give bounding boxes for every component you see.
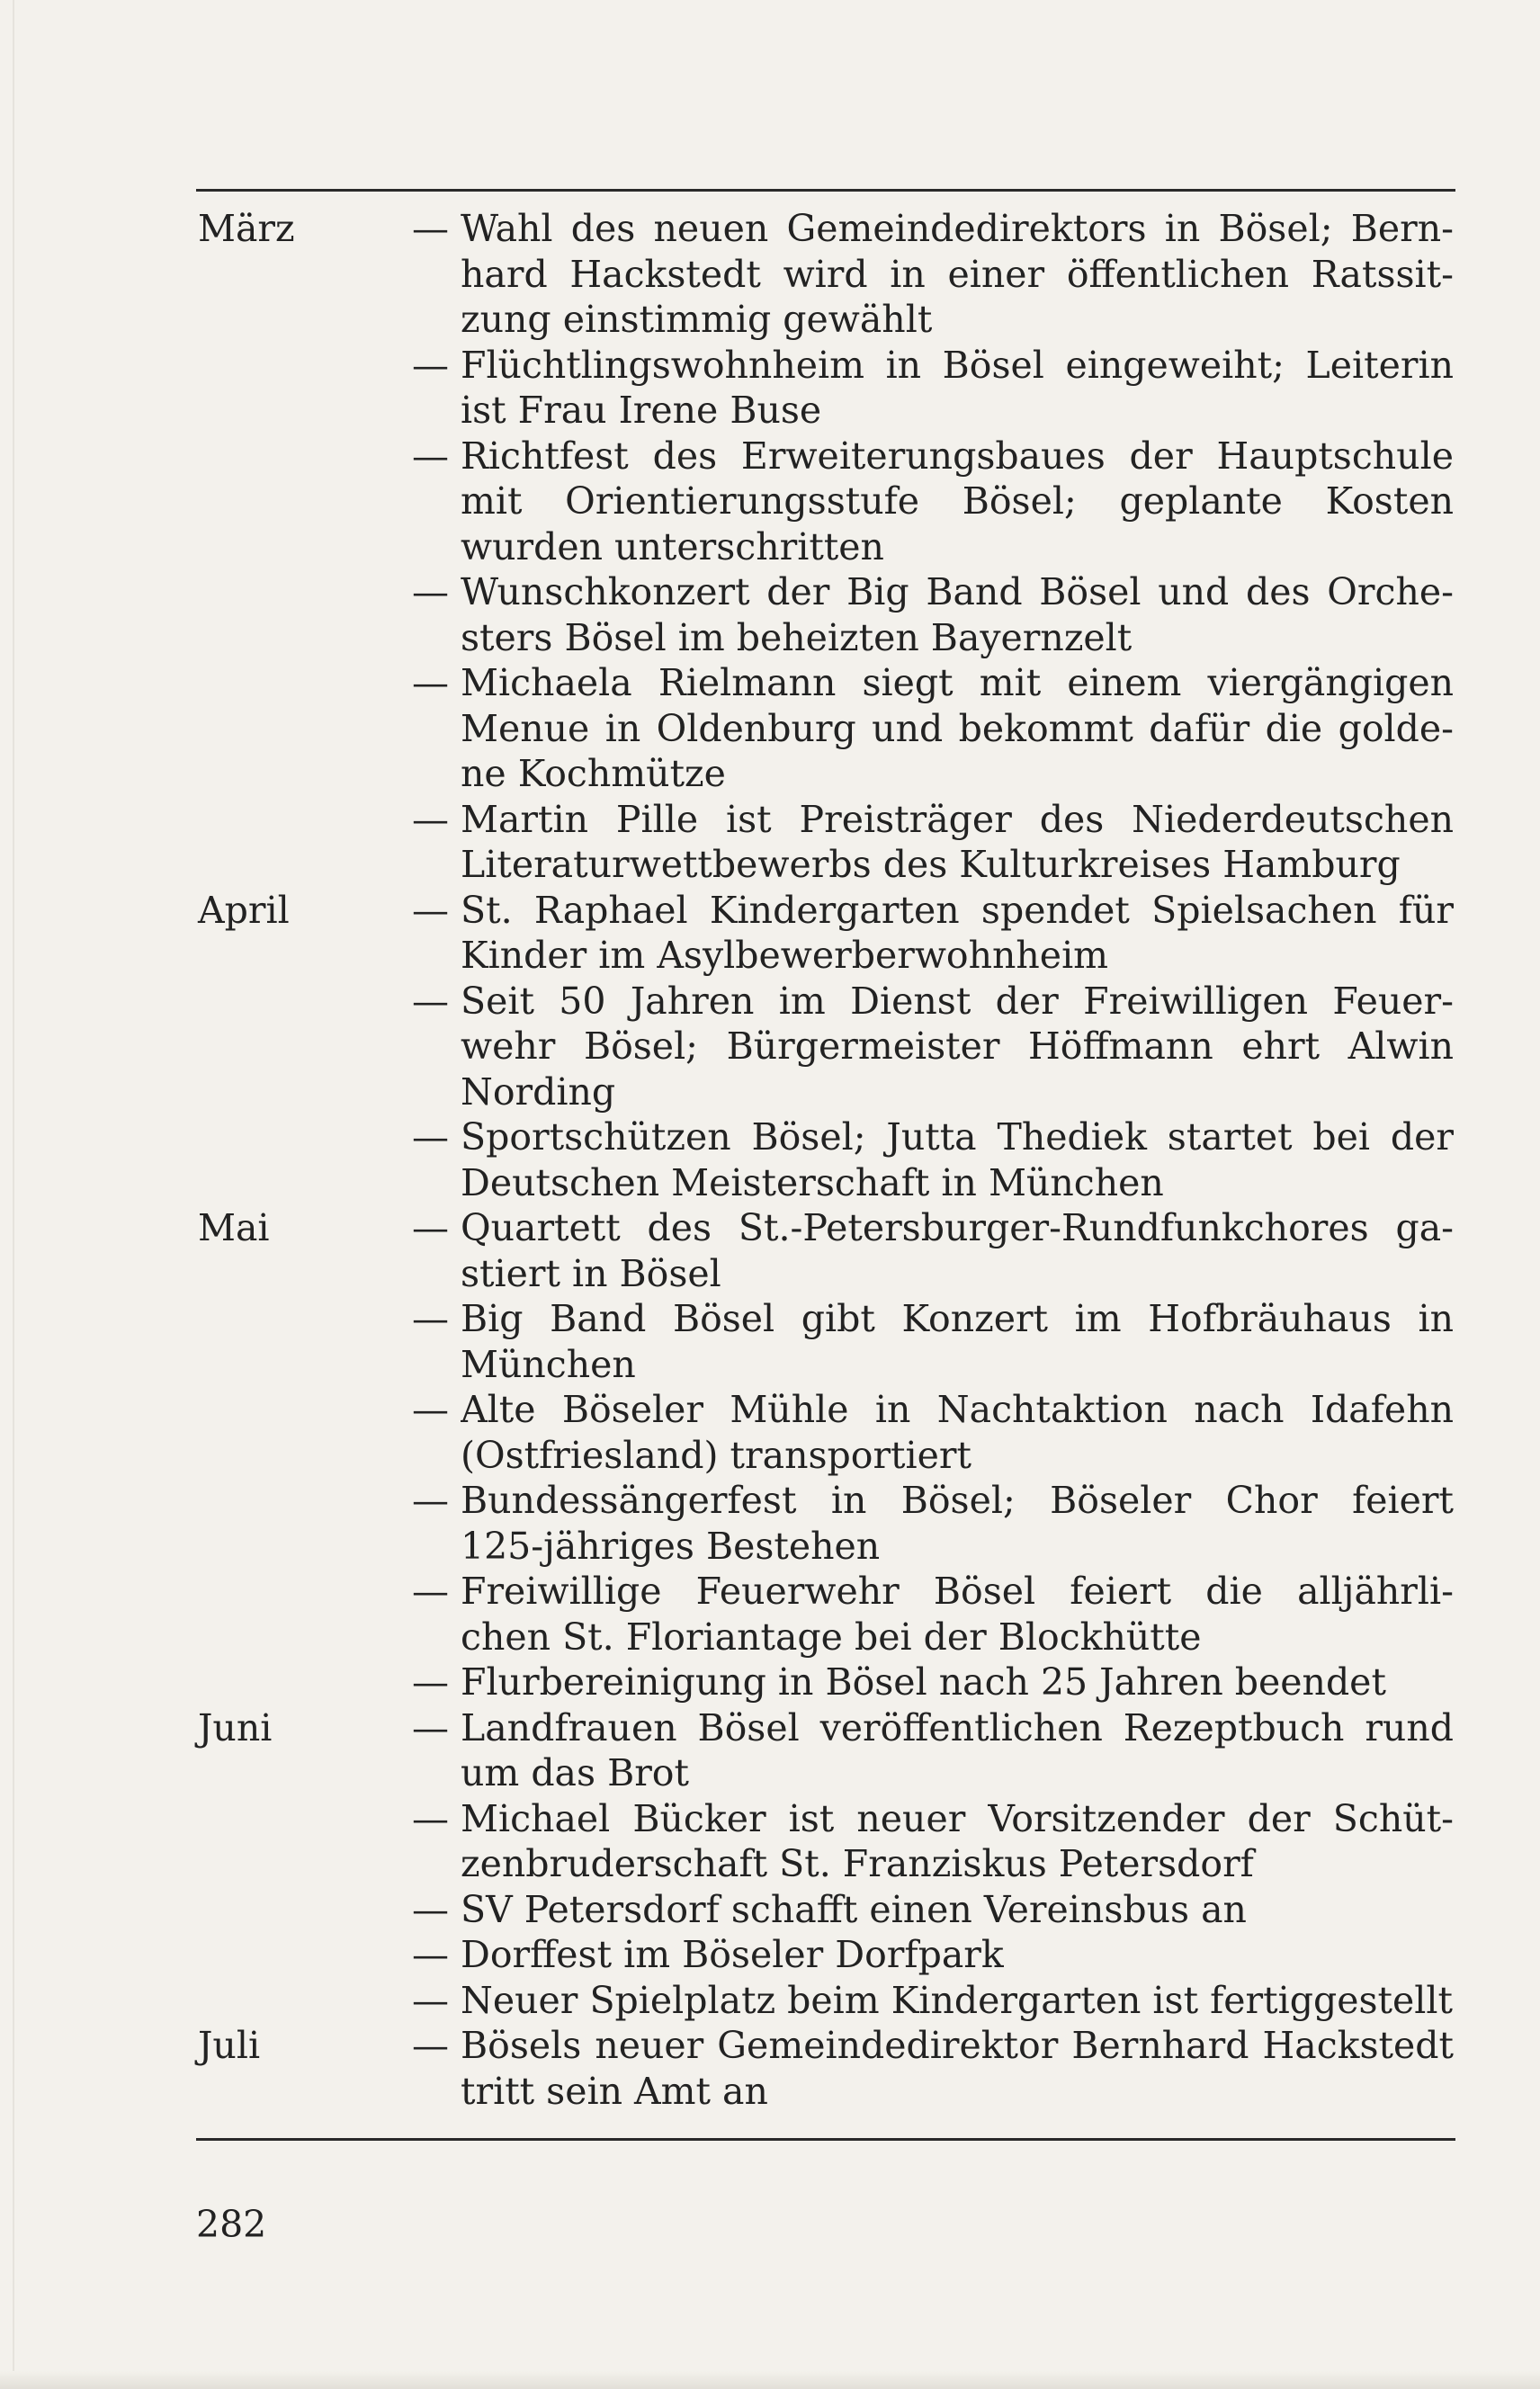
top-rule xyxy=(196,189,1455,192)
entry-line xyxy=(0,1750,1540,1796)
entry-line xyxy=(0,1114,1540,1160)
entry-line xyxy=(0,1387,1540,1433)
chronicle-entry xyxy=(0,569,1540,660)
entry-text: Bundessängerfest in Bösel; Böseler Chor feiert xyxy=(461,1479,1454,1522)
entry-text: SV Petersdorf schafft einen Vereinsbus an xyxy=(461,1887,1247,1931)
entry-dash: — xyxy=(412,888,449,932)
entry-text: Deutschen Meisterschaft in München xyxy=(461,1160,1164,1204)
entry-line xyxy=(0,1069,1540,1115)
entry-dash: — xyxy=(412,570,449,613)
entry-line xyxy=(0,2069,1540,2115)
entry-dash: — xyxy=(412,1705,449,1749)
entry-text: Alte Böseler Mühle in Nachtaktion nach Idafehn xyxy=(461,1388,1454,1431)
chronicle-entry xyxy=(0,1205,1540,1296)
entry-text: chen St. Floriantage bei der Blockhütte xyxy=(461,1615,1202,1659)
chronicle-entry xyxy=(0,1705,1540,1796)
entry-text: um das Brot xyxy=(461,1751,689,1794)
entry-text: Bösels neuer Gemeindedirektor Bernhard Hackstedt xyxy=(461,2024,1454,2067)
entry-line xyxy=(0,297,1540,343)
entry-dash: — xyxy=(412,1570,449,1613)
entry-text: Big Band Bösel gibt Konzert im Hofbräuhaus in xyxy=(461,1297,1454,1340)
entry-text: Seit 50 Jahren im Dienst der Freiwilligen Feuer- xyxy=(461,979,1454,1023)
entry-line xyxy=(0,343,1540,389)
entry-dash: — xyxy=(412,1796,449,1840)
entry-text: ist Frau Irene Buse xyxy=(461,389,822,432)
month-label: Mai xyxy=(198,1206,270,1249)
entry-text: hard Hackstedt wird in einer öffentlichen Ratssit- xyxy=(461,252,1454,296)
entry-line xyxy=(0,660,1540,706)
entry-line xyxy=(0,615,1540,661)
entry-text: (Ostfriesland) transportiert xyxy=(461,1433,971,1477)
entry-text: wehr Bösel; Bürgermeister Höffmann ehrt Alwin xyxy=(461,1024,1454,1068)
entry-line xyxy=(0,1887,1540,1933)
chronicle-entry xyxy=(0,979,1540,1115)
chronicle-entry xyxy=(0,1478,1540,1569)
entry-text: tritt sein Amt an xyxy=(461,2069,768,2113)
chronicle-entry xyxy=(0,2023,1540,2114)
entry-text: München xyxy=(461,1342,636,1386)
entry-line xyxy=(0,1705,1540,1751)
entry-line xyxy=(0,1478,1540,1524)
entry-dash: — xyxy=(412,2024,449,2067)
entry-text: Menue in Oldenburg und bekommt dafür die golde- xyxy=(461,706,1454,750)
entry-text: Literaturwettbewerbs des Kulturkreises Hamburg xyxy=(461,843,1401,886)
chronicle-entry xyxy=(0,206,1540,343)
entry-text: Quartett des St.-Petersburger-Rundfunkchores ga- xyxy=(461,1206,1454,1249)
entry-text: 125-jähriges Bestehen xyxy=(461,1524,881,1568)
chronicle-entry xyxy=(0,1887,1540,1933)
entry-text: sters Bösel im beheizten Bayernzelt xyxy=(461,615,1133,659)
chronicle-entry xyxy=(0,1660,1540,1705)
entry-dash: — xyxy=(412,207,449,250)
entry-line xyxy=(0,706,1540,752)
chronicle-entry xyxy=(0,1932,1540,1978)
chronicle-list xyxy=(0,206,1540,2114)
entry-text: Wunschkonzert der Big Band Bösel und des Orche- xyxy=(461,570,1454,613)
entry-text: Martin Pille ist Preisträger des Niederdeutschen xyxy=(461,797,1454,841)
entry-text: Flüchtlingswohnheim in Bösel eingeweiht; Leiterin xyxy=(461,343,1454,387)
month-label: April xyxy=(198,888,290,932)
entry-text: Nording xyxy=(461,1069,616,1114)
chronicle-entry xyxy=(0,1569,1540,1660)
entry-line xyxy=(0,1205,1540,1251)
entry-line xyxy=(0,751,1540,797)
entry-line xyxy=(0,1524,1540,1570)
entry-line xyxy=(0,1932,1540,1978)
entry-text: zung einstimmig gewählt xyxy=(461,298,933,341)
entry-line xyxy=(0,1978,1540,2024)
entry-dash: — xyxy=(412,1297,449,1340)
entry-line xyxy=(0,1251,1540,1297)
entry-text: zenbruderschaft St. Franziskus Petersdorf xyxy=(461,1842,1254,1885)
entry-line xyxy=(0,206,1540,252)
page-bottom-edge xyxy=(0,2371,1540,2389)
entry-text: St. Raphael Kindergarten spendet Spielsachen für xyxy=(461,888,1454,932)
entry-dash: — xyxy=(412,1206,449,1249)
entry-line xyxy=(0,888,1540,934)
chronicle-entry xyxy=(0,660,1540,797)
chronicle-entry xyxy=(0,797,1540,888)
entry-line xyxy=(0,1660,1540,1705)
chronicle-entry xyxy=(0,1296,1540,1387)
entry-line xyxy=(0,434,1540,479)
entry-text: Michael Bücker ist neuer Vorsitzender der Schüt- xyxy=(461,1796,1454,1840)
chronicle-entry xyxy=(0,1387,1540,1478)
entry-line xyxy=(0,1796,1540,1842)
chronicle-entry xyxy=(0,888,1540,979)
entry-line xyxy=(0,1615,1540,1660)
entry-text: Freiwillige Feuerwehr Bösel feiert die alljährli- xyxy=(461,1570,1454,1613)
entry-line xyxy=(0,933,1540,979)
entry-line xyxy=(0,524,1540,570)
entry-text: ne Kochmütze xyxy=(461,752,726,795)
entry-dash: — xyxy=(412,979,449,1023)
entry-dash: — xyxy=(412,1887,449,1931)
chronicle-entry xyxy=(0,343,1540,434)
entry-text: Neuer Spielplatz beim Kindergarten ist fertiggestellt xyxy=(461,1978,1453,2022)
entry-line xyxy=(0,2023,1540,2069)
entry-text: wurden unterschritten xyxy=(461,524,884,568)
entry-line xyxy=(0,1296,1540,1342)
entry-text: Flurbereinigung in Bösel nach 25 Jahren beendet xyxy=(461,1660,1386,1704)
entry-dash: — xyxy=(412,434,449,478)
entry-dash: — xyxy=(412,1115,449,1159)
entry-dash: — xyxy=(412,661,449,704)
month-label: Juli xyxy=(198,2024,261,2067)
entry-text: Richtfest des Erweiterungsbaues der Hauptschule xyxy=(461,434,1454,478)
entry-text: Michaela Rielmann siegt mit einem viergängigen xyxy=(461,661,1454,704)
entry-dash: — xyxy=(412,1933,449,1976)
entry-line xyxy=(0,479,1540,524)
entry-text: mit Orientierungsstufe Bösel; geplante Kosten xyxy=(461,479,1454,523)
entry-dash: — xyxy=(412,343,449,387)
entry-line xyxy=(0,1841,1540,1887)
entry-line xyxy=(0,1433,1540,1479)
entry-dash: — xyxy=(412,1479,449,1522)
chronicle-entry xyxy=(0,1114,1540,1205)
page-number: 282 xyxy=(196,2203,267,2246)
month-label: Juni xyxy=(198,1705,273,1749)
entry-text: Sportschützen Bösel; Jutta Thediek startet bei der xyxy=(461,1115,1454,1159)
bottom-rule xyxy=(196,2138,1455,2141)
month-label: März xyxy=(198,207,295,250)
chronicle-entry xyxy=(0,1796,1540,1887)
entry-line xyxy=(0,388,1540,434)
entry-line xyxy=(0,842,1540,888)
entry-dash: — xyxy=(412,1388,449,1431)
entry-line xyxy=(0,569,1540,615)
entry-text: Dorffest im Böseler Dorfpark xyxy=(461,1933,1004,1976)
entry-dash: — xyxy=(412,797,449,841)
entry-text: Kinder im Asylbewerberwohnheim xyxy=(461,934,1109,977)
entry-line xyxy=(0,979,1540,1024)
entry-text: Landfrauen Bösel veröffentlichen Rezeptbuch rund xyxy=(461,1705,1454,1749)
entry-dash: — xyxy=(412,1978,449,2022)
entry-line xyxy=(0,1024,1540,1069)
entry-line xyxy=(0,797,1540,843)
entry-line xyxy=(0,1342,1540,1388)
entry-line xyxy=(0,1160,1540,1206)
entry-text: stiert in Bösel xyxy=(461,1251,721,1295)
entry-text: Wahl des neuen Gemeindedirektors in Bösel; Bern- xyxy=(461,207,1454,250)
entry-dash: — xyxy=(412,1660,449,1704)
chronicle-entry xyxy=(0,434,1540,570)
entry-line xyxy=(0,252,1540,298)
entry-line xyxy=(0,1569,1540,1615)
chronicle-entry xyxy=(0,1978,1540,2024)
